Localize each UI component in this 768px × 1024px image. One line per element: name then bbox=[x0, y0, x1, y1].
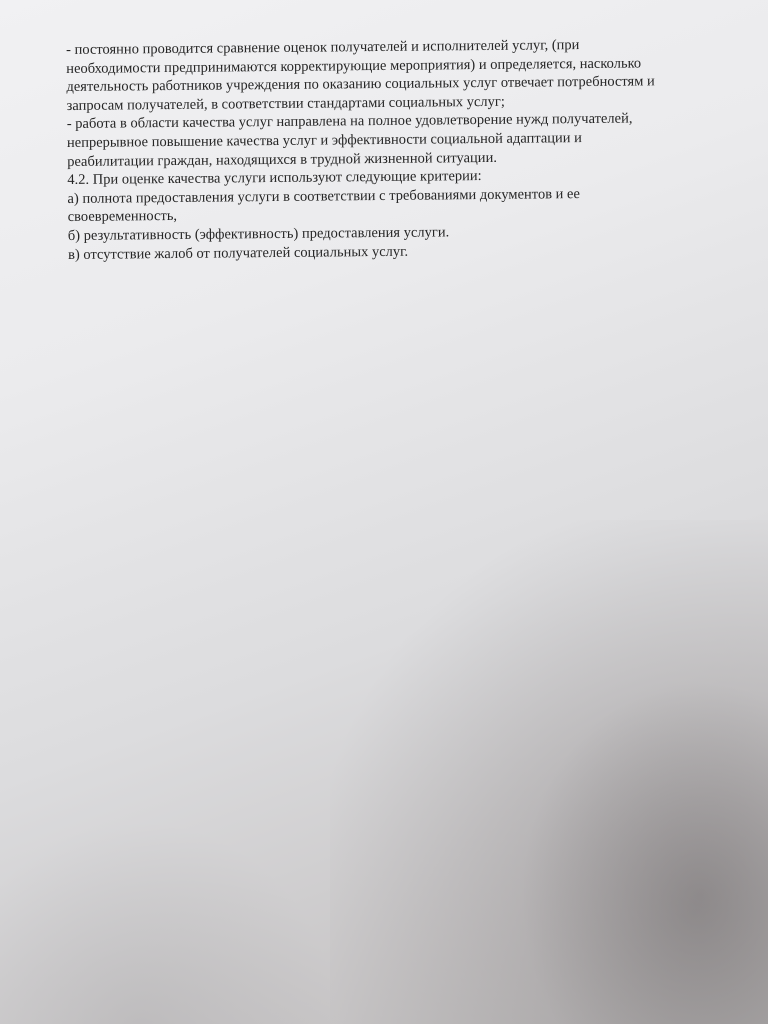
photo-shadow-dark bbox=[520, 680, 768, 1024]
photo-shadow bbox=[330, 520, 768, 1024]
text-line-2: необходимости предпринимаются корректирующие мероприятия) и определяется, насколько bbox=[66, 55, 642, 77]
photo-shadow-light bbox=[0, 820, 340, 1024]
criterion-a: а) полнота предоставления услуги в соответствии с требованиями документов и ее bbox=[67, 185, 580, 207]
section-heading-4-2: 4.2. При оценке качества услуги используют следующие критерии: bbox=[67, 168, 482, 189]
text-line-1: - постоянно проводится сравнение оценок получателей и исполнителей услуг, (при bbox=[66, 37, 580, 58]
text-line-4: запросам получателей, в соответствии стандартами социальных услуг; bbox=[66, 93, 505, 114]
criterion-v: в) отсутствие жалоб от получателей социальных услуг. bbox=[67, 243, 409, 263]
text-line-5: - работа в области качества услуг направлена на полное удовлетворение нужд получателей, bbox=[66, 110, 633, 133]
criterion-a-continued: своевременность, bbox=[67, 208, 178, 226]
criterion-b: б) результативность (эффективность) предоставления услуги. bbox=[67, 224, 450, 244]
text-line-6: непрерывное повышение качества услуг и эффективности социальной адаптации и bbox=[66, 130, 582, 151]
document-page bbox=[66, 35, 738, 265]
text-line-3: деятельность работников учреждения по оказанию социальных услуг отвечает потребностям и bbox=[66, 73, 655, 96]
text-line-7: реабилитации граждан, находящихся в трудной жизненной ситуации. bbox=[67, 149, 497, 170]
